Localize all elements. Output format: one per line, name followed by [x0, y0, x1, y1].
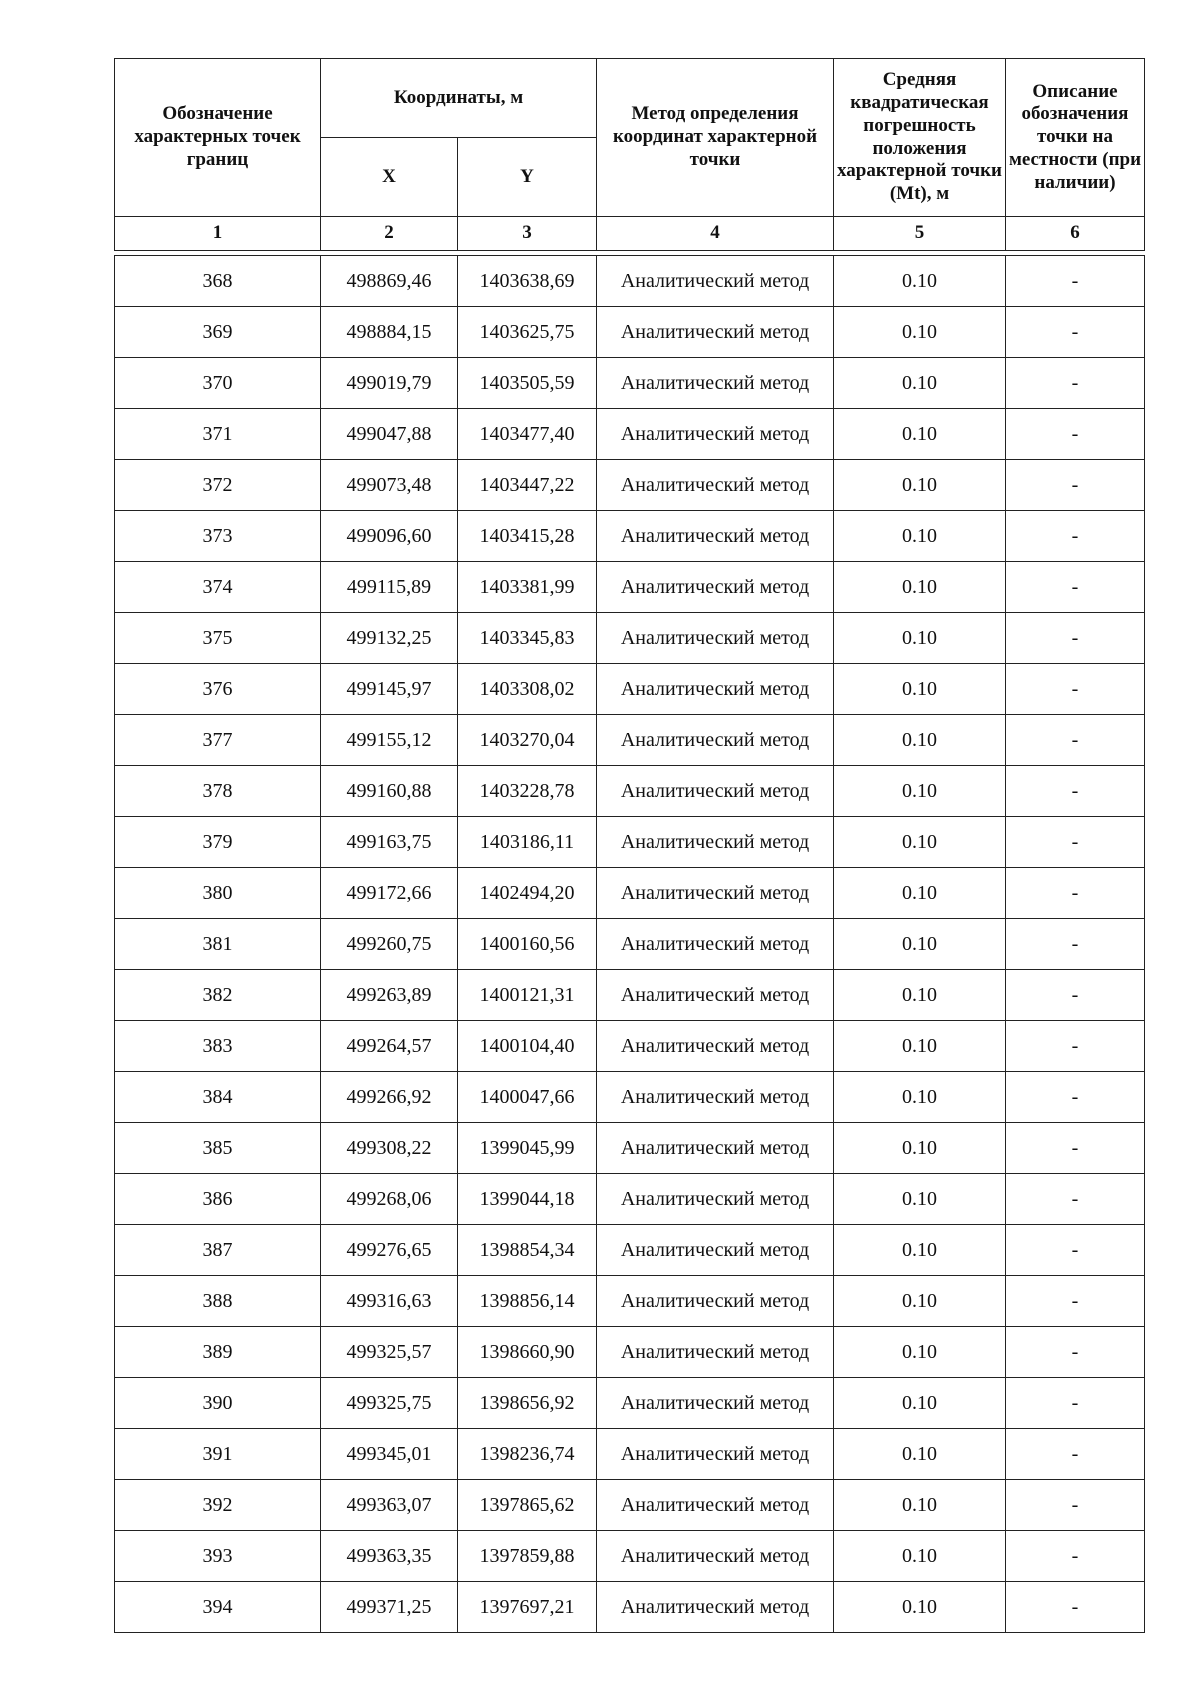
cell-x: 499115,89: [321, 562, 458, 613]
cell-x: 498869,46: [321, 256, 458, 307]
cell-description: -: [1006, 1174, 1145, 1225]
cell-x: 499047,88: [321, 409, 458, 460]
cell-description: -: [1006, 409, 1145, 460]
cell-mt: 0.10: [834, 1327, 1006, 1378]
cell-point: 381: [115, 919, 321, 970]
cell-method: Аналитический метод: [597, 1123, 834, 1174]
table-row: [115, 817, 1145, 868]
cell-method: Аналитический метод: [597, 409, 834, 460]
table-row: [115, 1123, 1145, 1174]
header-number-6: 6: [1006, 217, 1145, 251]
cell-y: 1403415,28: [458, 511, 597, 562]
cell-method: Аналитический метод: [597, 817, 834, 868]
cell-mt: 0.10: [834, 970, 1006, 1021]
cell-mt: 0.10: [834, 766, 1006, 817]
cell-mt: 0.10: [834, 358, 1006, 409]
cell-x: 499363,35: [321, 1531, 458, 1582]
header-point-designation: Обозначение характерных точек границ: [115, 59, 321, 217]
cell-description: -: [1006, 766, 1145, 817]
table-row: [115, 766, 1145, 817]
cell-x: 499019,79: [321, 358, 458, 409]
cell-x: 499145,97: [321, 664, 458, 715]
cell-point: 379: [115, 817, 321, 868]
table-row: [115, 409, 1145, 460]
cell-point: 368: [115, 256, 321, 307]
cell-x: 499172,66: [321, 868, 458, 919]
cell-y: 1403381,99: [458, 562, 597, 613]
cell-mt: 0.10: [834, 511, 1006, 562]
cell-description: -: [1006, 664, 1145, 715]
cell-mt: 0.10: [834, 307, 1006, 358]
cell-point: 391: [115, 1429, 321, 1480]
cell-mt: 0.10: [834, 1174, 1006, 1225]
cell-mt: 0.10: [834, 613, 1006, 664]
cell-method: Аналитический метод: [597, 1327, 834, 1378]
cell-method: Аналитический метод: [597, 1174, 834, 1225]
cell-y: 1398854,34: [458, 1225, 597, 1276]
cell-mt: 0.10: [834, 868, 1006, 919]
cell-y: 1403345,83: [458, 613, 597, 664]
cell-y: 1399044,18: [458, 1174, 597, 1225]
cell-point: 390: [115, 1378, 321, 1429]
cell-mt: 0.10: [834, 1072, 1006, 1123]
cell-description: -: [1006, 1378, 1145, 1429]
table-row: [115, 256, 1145, 307]
cell-description: -: [1006, 1429, 1145, 1480]
cell-x: 499371,25: [321, 1582, 458, 1633]
cell-method: Аналитический метод: [597, 664, 834, 715]
cell-method: Аналитический метод: [597, 919, 834, 970]
header-method: Метод определения координат характерной точки: [597, 59, 834, 217]
cell-x: 499160,88: [321, 766, 458, 817]
cell-point: 387: [115, 1225, 321, 1276]
table-row: [115, 460, 1145, 511]
cell-mt: 0.10: [834, 664, 1006, 715]
cell-x: 499263,89: [321, 970, 458, 1021]
cell-x: 499264,57: [321, 1021, 458, 1072]
table-row: [115, 307, 1145, 358]
cell-mt: 0.10: [834, 919, 1006, 970]
cell-y: 1403186,11: [458, 817, 597, 868]
cell-method: Аналитический метод: [597, 1225, 834, 1276]
cell-description: -: [1006, 715, 1145, 766]
cell-y: 1397859,88: [458, 1531, 597, 1582]
cell-description: -: [1006, 1480, 1145, 1531]
table-row: [115, 1480, 1145, 1531]
cell-y: 1399045,99: [458, 1123, 597, 1174]
cell-x: 499163,75: [321, 817, 458, 868]
header-number-3: 3: [458, 217, 597, 251]
cell-x: 499155,12: [321, 715, 458, 766]
cell-description: -: [1006, 970, 1145, 1021]
cell-point: 382: [115, 970, 321, 1021]
cell-mt: 0.10: [834, 715, 1006, 766]
cell-point: 384: [115, 1072, 321, 1123]
cell-method: Аналитический метод: [597, 256, 834, 307]
table-row: [115, 1582, 1145, 1633]
cell-y: 1398656,92: [458, 1378, 597, 1429]
table-row: [115, 1327, 1145, 1378]
cell-y: 1403477,40: [458, 409, 597, 460]
cell-y: 1403308,02: [458, 664, 597, 715]
cell-method: Аналитический метод: [597, 358, 834, 409]
cell-point: 383: [115, 1021, 321, 1072]
cell-method: Аналитический метод: [597, 766, 834, 817]
table-row: [115, 1276, 1145, 1327]
cell-y: 1397865,62: [458, 1480, 597, 1531]
table-row: [115, 613, 1145, 664]
cell-x: 499132,25: [321, 613, 458, 664]
header-coordinates: Координаты, м: [321, 59, 597, 138]
cell-mt: 0.10: [834, 1429, 1006, 1480]
cell-description: -: [1006, 307, 1145, 358]
cell-y: 1400104,40: [458, 1021, 597, 1072]
table-row: [115, 1429, 1145, 1480]
cell-description: -: [1006, 1531, 1145, 1582]
cell-mt: 0.10: [834, 1123, 1006, 1174]
cell-x: 499268,06: [321, 1174, 458, 1225]
table-row: [115, 1072, 1145, 1123]
cell-point: 370: [115, 358, 321, 409]
cell-x: 499073,48: [321, 460, 458, 511]
cell-x: 499325,75: [321, 1378, 458, 1429]
cell-method: Аналитический метод: [597, 1480, 834, 1531]
table-row: [115, 919, 1145, 970]
cell-y: 1403505,59: [458, 358, 597, 409]
cell-description: -: [1006, 1276, 1145, 1327]
cell-y: 1398660,90: [458, 1327, 597, 1378]
cell-point: 371: [115, 409, 321, 460]
cell-method: Аналитический метод: [597, 562, 834, 613]
cell-mt: 0.10: [834, 256, 1006, 307]
cell-mt: 0.10: [834, 1021, 1006, 1072]
header-number-2: 2: [321, 217, 458, 251]
cell-description: -: [1006, 817, 1145, 868]
cell-method: Аналитический метод: [597, 613, 834, 664]
cell-point: 378: [115, 766, 321, 817]
cell-point: 380: [115, 868, 321, 919]
cell-description: -: [1006, 919, 1145, 970]
cell-mt: 0.10: [834, 817, 1006, 868]
cell-y: 1400047,66: [458, 1072, 597, 1123]
cell-x: 498884,15: [321, 307, 458, 358]
table-row: [115, 358, 1145, 409]
cell-mt: 0.10: [834, 1531, 1006, 1582]
cell-point: 392: [115, 1480, 321, 1531]
cell-x: 499266,92: [321, 1072, 458, 1123]
cell-point: 393: [115, 1531, 321, 1582]
cell-method: Аналитический метод: [597, 307, 834, 358]
cell-x: 499325,57: [321, 1327, 458, 1378]
cell-point: 377: [115, 715, 321, 766]
cell-point: 372: [115, 460, 321, 511]
cell-y: 1403638,69: [458, 256, 597, 307]
header-y: Y: [458, 138, 597, 217]
cell-method: Аналитический метод: [597, 511, 834, 562]
cell-mt: 0.10: [834, 562, 1006, 613]
cell-x: 499260,75: [321, 919, 458, 970]
cell-mt: 0.10: [834, 1276, 1006, 1327]
table-row: [115, 1378, 1145, 1429]
cell-method: Аналитический метод: [597, 1378, 834, 1429]
cell-description: -: [1006, 868, 1145, 919]
cell-description: -: [1006, 1123, 1145, 1174]
table-row: [115, 1531, 1145, 1582]
cell-x: 499363,07: [321, 1480, 458, 1531]
table-row: [115, 970, 1145, 1021]
cell-point: 388: [115, 1276, 321, 1327]
cell-point: 386: [115, 1174, 321, 1225]
cell-mt: 0.10: [834, 1582, 1006, 1633]
cell-method: Аналитический метод: [597, 715, 834, 766]
cell-point: 375: [115, 613, 321, 664]
cell-description: -: [1006, 1072, 1145, 1123]
cell-description: -: [1006, 1225, 1145, 1276]
cell-x: 499345,01: [321, 1429, 458, 1480]
cell-method: Аналитический метод: [597, 1021, 834, 1072]
cell-mt: 0.10: [834, 460, 1006, 511]
header-number-1: 1: [115, 217, 321, 251]
cell-description: -: [1006, 511, 1145, 562]
table-row: [115, 1174, 1145, 1225]
cell-mt: 0.10: [834, 1480, 1006, 1531]
cell-point: 394: [115, 1582, 321, 1633]
table-row: [115, 1021, 1145, 1072]
cell-method: Аналитический метод: [597, 868, 834, 919]
cell-y: 1400121,31: [458, 970, 597, 1021]
cell-method: Аналитический метод: [597, 460, 834, 511]
cell-method: Аналитический метод: [597, 1072, 834, 1123]
cell-x: 499308,22: [321, 1123, 458, 1174]
header-number-4: 4: [597, 217, 834, 251]
cell-y: 1400160,56: [458, 919, 597, 970]
header-number-5: 5: [834, 217, 1006, 251]
cell-y: 1403447,22: [458, 460, 597, 511]
table-row: [115, 511, 1145, 562]
cell-point: 376: [115, 664, 321, 715]
cell-description: -: [1006, 1021, 1145, 1072]
table-row: [115, 715, 1145, 766]
cell-description: -: [1006, 358, 1145, 409]
cell-point: 369: [115, 307, 321, 358]
table-body: [115, 256, 1145, 1633]
cell-y: 1398236,74: [458, 1429, 597, 1480]
header-description: Описание обозначения точки на местности (при наличии): [1006, 59, 1145, 217]
table-row: [115, 664, 1145, 715]
cell-y: 1403270,04: [458, 715, 597, 766]
cell-method: Аналитический метод: [597, 1429, 834, 1480]
cell-y: 1402494,20: [458, 868, 597, 919]
table-row: [115, 1225, 1145, 1276]
cell-description: -: [1006, 1327, 1145, 1378]
cell-point: 374: [115, 562, 321, 613]
cell-method: Аналитический метод: [597, 1276, 834, 1327]
cell-description: -: [1006, 1582, 1145, 1633]
cell-mt: 0.10: [834, 1225, 1006, 1276]
cell-method: Аналитический метод: [597, 1582, 834, 1633]
cell-method: Аналитический метод: [597, 1531, 834, 1582]
table-header: [114, 58, 1145, 251]
header-x: X: [321, 138, 458, 217]
table-row: [115, 868, 1145, 919]
cell-description: -: [1006, 256, 1145, 307]
cell-x: 499276,65: [321, 1225, 458, 1276]
cell-mt: 0.10: [834, 1378, 1006, 1429]
cell-x: 499316,63: [321, 1276, 458, 1327]
header-mean-square-error: Средняя квадратическая погрешность положения характерной точки (Mt), м: [834, 59, 1006, 217]
cell-y: 1403228,78: [458, 766, 597, 817]
table-row: [115, 562, 1145, 613]
cell-x: 499096,60: [321, 511, 458, 562]
cell-description: -: [1006, 562, 1145, 613]
cell-point: 373: [115, 511, 321, 562]
cell-description: -: [1006, 613, 1145, 664]
cell-description: -: [1006, 460, 1145, 511]
cell-y: 1403625,75: [458, 307, 597, 358]
cell-point: 385: [115, 1123, 321, 1174]
cell-point: 389: [115, 1327, 321, 1378]
cell-y: 1398856,14: [458, 1276, 597, 1327]
cell-mt: 0.10: [834, 409, 1006, 460]
coordinates-table: [114, 255, 1145, 1633]
cell-y: 1397697,21: [458, 1582, 597, 1633]
cell-method: Аналитический метод: [597, 970, 834, 1021]
